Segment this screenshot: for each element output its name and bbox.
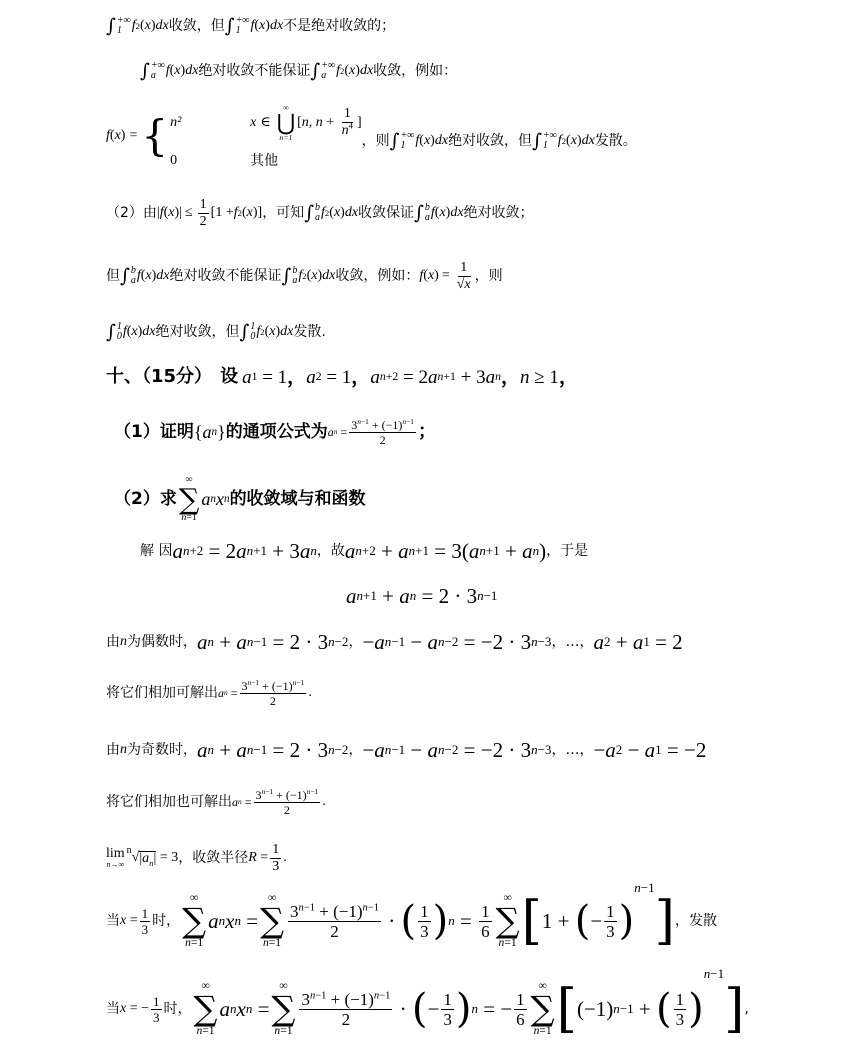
l5-t1: 绝对收敛不能保证: [169, 268, 282, 284]
l5-t3: ，则: [474, 268, 503, 284]
s1-t1: ，故: [316, 543, 345, 559]
odd-t1: 为奇数时，: [127, 742, 197, 758]
text-line-1: ∫ +∞ 1 f 2 ( x ) dx 收敛，但 ∫ +∞ 1 f ( x ) dx 不是绝对收敛的；: [106, 14, 396, 37]
l1-t2: 不是绝对收敛的；: [283, 18, 396, 34]
problem-set: 设: [220, 366, 239, 387]
l4-t3: 绝对收敛；: [463, 205, 534, 221]
s1-t0: 解 因: [140, 543, 173, 559]
case-x-negative: 当 x = − $\frac{1}{3}$ 时， ∞ ∑ n=1 a n x n = ∞ ∑ n=1 $\frac{3^{n-1} + (-1)^{n-1}}{2}$ · ( − $\frac{1}{3}$ ) n = − $\frac{1}{6}$ ∞ ∑ n=1 [ (−1) n−1 + ( $\frac{1}{3}$ ) n−1 ] ,: [106, 966, 749, 1039]
text-line-4: （2）由 | f ( x )| ≤ $\frac{1}{2}$ [1 + f 2 ( x )] ，可知 ∫ b a f 2 ( x ) dx 收敛保证 ∫ b a f ( x ) dx 绝对收敛；: [106, 196, 534, 229]
l2-t1: 绝对收敛不能保证: [198, 63, 311, 79]
l3-t2: 绝对收敛，但: [448, 133, 533, 149]
l5-t2: 收敛，例如：: [335, 268, 420, 284]
text-line-5: 但 ∫ b a f ( x ) dx 绝对收敛不能保证 ∫ b a f 2 ( x ) dx 收敛，例如： f ( x ) = $\frac{1}{√x}$ ，则: [106, 259, 503, 292]
l4-t0: （2）由: [106, 205, 157, 221]
part1-label: （1）证明: [114, 421, 194, 442]
odd-case: 由 n 为奇数时， a n + a n−1 = 2 · 3 n−2 ， − a n−1 − a n−2 = −2 · 3 n−3 ，…， − a 2 − a 1 = −2: [106, 737, 707, 762]
part2-text: 的收敛域与和函数: [229, 488, 366, 509]
part2-label: （2）求: [114, 488, 177, 509]
text-line-2: ∫ +∞ a f ( x ) dx 绝对收敛不能保证 ∫ +∞ a f 2 ( x ) dx 收敛，例如：: [140, 59, 458, 82]
diverge-text: ，发散: [674, 913, 717, 929]
l3-t1: ，则: [361, 133, 390, 149]
text-line-6: ∫ 1 0 f ( x ) dx 绝对收敛，但 ∫ 1 0 f 2 ( x ) dx 发散.: [106, 320, 326, 343]
limit-line: lim n→∞ n √ $|a_n|$ = 3 ，收敛半径 R = $\frac{1}{3}$ .: [106, 841, 287, 874]
case-other: 其他: [250, 153, 279, 169]
odd-t0: 由: [106, 742, 120, 758]
when2-t0: 当: [106, 1001, 120, 1017]
l5-t0: 但: [106, 268, 120, 284]
problem-title: 十、（15分） 设 a 1 = 1 ， a 2 = 1 ， a n+2 = 2 a n+1 + 3 a n ， n ≥ 1 ，: [106, 365, 578, 388]
part-2: （2）求 ∞ ∑ n=1 a n x n 的收敛域与和函数: [114, 473, 366, 524]
l3-t3: 发散。: [594, 133, 637, 149]
l6-t1: 绝对收敛，但: [155, 324, 240, 340]
add-line-1: 将它们相加可解出 a n = $\frac{3^{n-1} + (-1)^{n-1}}{2}$ .: [106, 677, 312, 708]
even-t1: 为偶数时，: [127, 634, 197, 650]
add-t0: 将它们相加可解出: [106, 685, 218, 701]
l4-t2: 收敛保证: [358, 205, 415, 221]
add-line-2: 将它们相加也可解出 a n = $\frac{3^{n-1} + (-1)^{n-1}}{2}$ .: [106, 786, 326, 817]
case1-value: n²: [170, 114, 182, 130]
add2-t0: 将它们相加也可解出: [106, 794, 232, 810]
piecewise-definition: f ( x ) = { n² x ∈ ∞ ⋃ n=1 [ n, n + $\frac{1}{n^4}$ ] 0 其他 ，则 ∫ +∞ 1 f ( x ) dx 绝对收敛，但 ∫ +∞ 1 f 2 ( x ) dx 发散。: [106, 103, 637, 169]
l6-t2: 发散.: [293, 324, 326, 340]
part-1: （1）证明 { a n } 的通项公式为 a n = $\frac{3^{n-1} + (-1)^{n-1}}{2}$ ；: [114, 416, 437, 447]
solution-line-1: 解 因 a n+2 = 2 a n+1 + 3 a n ，故 a n+2 + a n+1 = 3( a n+1 + a n ) ，于是: [140, 538, 589, 563]
part1-text: 的通项公式为: [225, 421, 328, 442]
when-t0: 当: [106, 913, 120, 929]
l4-t1: ，可知: [262, 205, 305, 221]
l1-t1: 收敛，但: [168, 18, 225, 34]
even-t0: 由: [106, 634, 120, 650]
lim-t1: ，收敛半径: [178, 850, 249, 866]
when2-t1: 时，: [163, 1001, 192, 1017]
s1-t2: ，于是: [546, 543, 589, 559]
centered-formula: a n+1 + a n = 2 · 3 n−1: [346, 583, 498, 608]
even-case: 由 n 为偶数时， a n + a n−1 = 2 · 3 n−2 ， − a n−1 − a n−2 = −2 · 3 n−3 ，…， a 2 + a 1 = 2: [106, 629, 683, 654]
case-x-positive: 当 x = $\frac{1}{3}$ 时， ∞ ∑ n=1 a n x n = ∞ ∑ n=1 $\frac{3^{n-1} + (-1)^{n-1}}{2}$ · ( $\frac{1}{3}$ ) n = $\frac{1}{6}$ ∞ ∑ n=1 [ 1 + ( − $\frac{1}{3}$ ) n−1 ] ，发散: [106, 880, 717, 951]
case2-value: 0: [170, 153, 178, 168]
l2-t2: 收敛，例如：: [373, 63, 458, 79]
when-t1: 时，: [152, 913, 181, 929]
problem-number: 十、（15分）: [106, 366, 213, 387]
